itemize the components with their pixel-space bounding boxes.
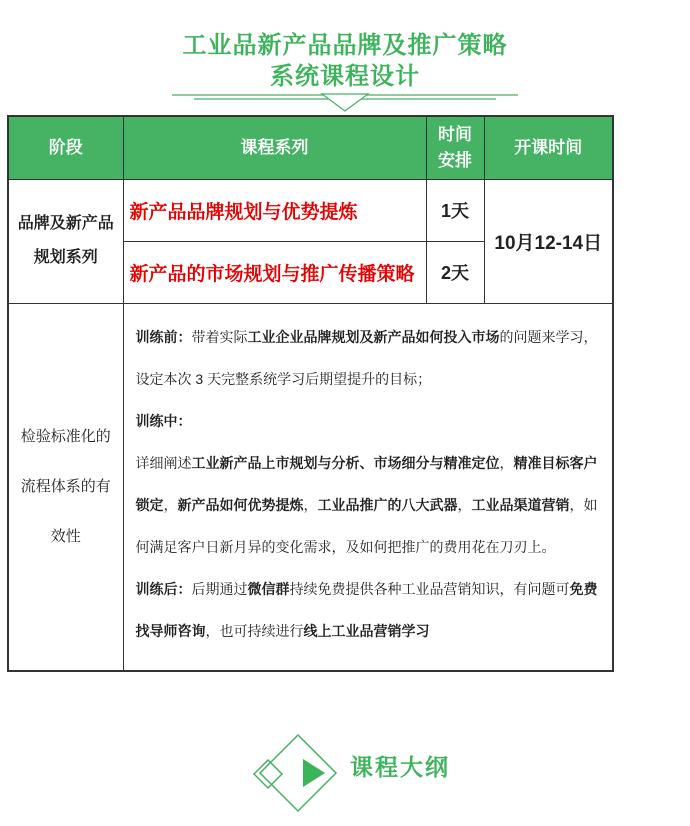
course-duration-2: 2天 xyxy=(426,241,484,303)
page-title-line2: 系统课程设计 xyxy=(270,63,420,90)
table-row xyxy=(8,179,613,241)
stage-cell-standardization: 检验标准化的流程体系的有效性 xyxy=(8,303,123,671)
header-course-series: 课程系列 xyxy=(123,116,426,179)
page-title-line1: 工业品新产品品牌及推广策略 xyxy=(182,32,508,59)
header-start-date: 开课时间 xyxy=(484,116,613,179)
course-duration-1: 1天 xyxy=(426,179,484,241)
header-time-arrangement: 时间安排 xyxy=(426,116,484,179)
title-divider-chevron-icon xyxy=(172,90,518,116)
training-during-paragraph: 详细阐述工业新产品上市规划与分析、市场细分与精准定位，精准目标客户锁定，新产品如何优势提炼，工业品推广的八大武器，工业品渠道营销，如何满足客户日新月异的变化需求，及如何把推广的费用花在刀刃上。 xyxy=(135,454,598,555)
stage-cell-brand-planning: 品牌及新产品规划系列 xyxy=(8,179,123,303)
training-description-cell xyxy=(123,303,613,671)
page-title xyxy=(0,30,690,92)
training-after-paragraph: 训练后：后期通过微信群持续免费提供各种工业品营销知识，有问题可免费找导师咨询，也可持续进行线上工业品营销学习 xyxy=(135,580,598,639)
course-outline-label: 课程大纲 xyxy=(350,754,450,780)
table-row xyxy=(8,303,613,671)
course-title-2: 新产品的市场规划与推广传播策略 xyxy=(123,241,426,303)
course-schedule-table xyxy=(7,115,614,672)
training-during-heading: 训练中： xyxy=(135,412,192,429)
course-schedule-date: 10月12-14日 xyxy=(484,179,613,303)
play-diamond-icon xyxy=(228,723,358,823)
course-title-1: 新产品品牌规划与优势提炼 xyxy=(123,179,426,241)
training-before-paragraph: 训练前：带着实际工业企业品牌规划及新产品如何投入市场的问题来学习，设定本次 3 天完整系统学习后期望提升的目标； xyxy=(135,328,598,387)
header-stage: 阶段 xyxy=(8,116,123,179)
table-header-row xyxy=(8,116,613,179)
